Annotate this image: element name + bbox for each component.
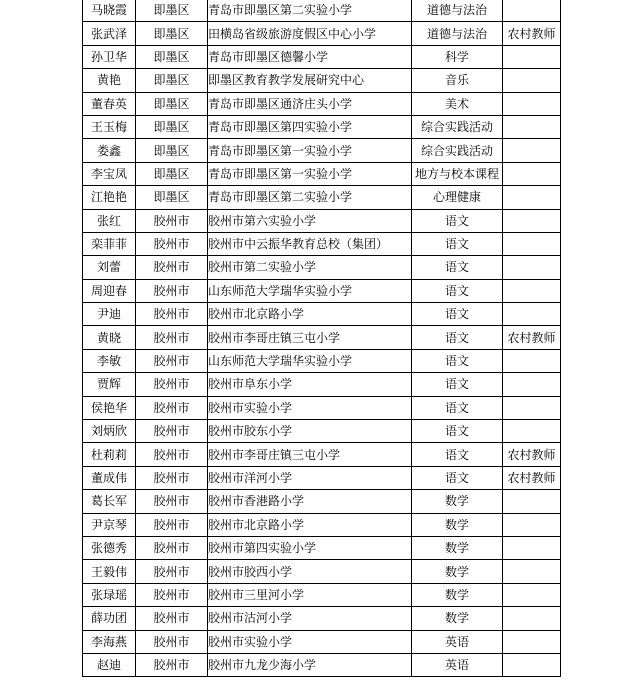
school-cell: 胶州市阜东小学 bbox=[208, 373, 412, 396]
teacher-name-cell: 张琭瑶 bbox=[83, 583, 136, 606]
table-row bbox=[83, 92, 561, 115]
note-cell bbox=[503, 583, 561, 606]
note-cell bbox=[503, 490, 561, 513]
subject-cell: 科学 bbox=[412, 45, 503, 68]
note-cell bbox=[503, 420, 561, 443]
table-row bbox=[83, 583, 561, 606]
teacher-name-cell: 王玉梅 bbox=[83, 115, 136, 138]
note-cell bbox=[503, 396, 561, 419]
subject-cell: 数学 bbox=[412, 560, 503, 583]
table-row bbox=[83, 326, 561, 349]
note-cell: 农村教师 bbox=[503, 326, 561, 349]
district-cell: 胶州市 bbox=[136, 466, 208, 489]
district-cell: 即墨区 bbox=[136, 139, 208, 162]
school-cell: 青岛市即墨区第一实验小学 bbox=[208, 162, 412, 185]
school-cell: 青岛市即墨区第四实验小学 bbox=[208, 115, 412, 138]
school-cell: 胶州市三里河小学 bbox=[208, 583, 412, 606]
district-cell: 即墨区 bbox=[136, 115, 208, 138]
subject-cell: 语文 bbox=[412, 326, 503, 349]
district-cell: 胶州市 bbox=[136, 279, 208, 302]
subject-cell: 语文 bbox=[412, 256, 503, 279]
table-row bbox=[83, 466, 561, 489]
table-row bbox=[83, 490, 561, 513]
school-cell: 胶州市第四实验小学 bbox=[208, 536, 412, 559]
note-cell bbox=[503, 139, 561, 162]
table-row bbox=[83, 420, 561, 443]
subject-cell: 语文 bbox=[412, 373, 503, 396]
school-cell: 胶州市洋河小学 bbox=[208, 466, 412, 489]
school-cell: 胶州市实验小学 bbox=[208, 630, 412, 653]
note-cell: 农村教师 bbox=[503, 466, 561, 489]
district-cell: 胶州市 bbox=[136, 536, 208, 559]
note-cell: 农村教师 bbox=[503, 443, 561, 466]
table-row bbox=[83, 209, 561, 232]
subject-cell: 语文 bbox=[412, 303, 503, 326]
district-cell: 胶州市 bbox=[136, 560, 208, 583]
note-cell bbox=[503, 256, 561, 279]
school-cell: 胶州市第六实验小学 bbox=[208, 209, 412, 232]
table-row bbox=[83, 373, 561, 396]
teacher-name-cell: 周迎春 bbox=[83, 279, 136, 302]
teacher-name-cell: 赵迪 bbox=[83, 653, 136, 676]
school-cell: 青岛市即墨区第一实验小学 bbox=[208, 139, 412, 162]
subject-cell: 语文 bbox=[412, 232, 503, 255]
school-cell: 山东师范大学瑞华实验小学 bbox=[208, 279, 412, 302]
teacher-name-cell: 孙卫华 bbox=[83, 45, 136, 68]
table-row bbox=[83, 653, 561, 676]
subject-cell: 综合实践活动 bbox=[412, 139, 503, 162]
teacher-name-cell: 薛功团 bbox=[83, 607, 136, 630]
subject-cell: 数学 bbox=[412, 583, 503, 606]
table-row bbox=[83, 443, 561, 466]
district-cell: 胶州市 bbox=[136, 396, 208, 419]
note-cell bbox=[503, 630, 561, 653]
district-cell: 胶州市 bbox=[136, 209, 208, 232]
subject-cell: 音乐 bbox=[412, 69, 503, 92]
district-cell: 胶州市 bbox=[136, 653, 208, 676]
school-cell: 田横岛省级旅游度假区中心小学 bbox=[208, 22, 412, 45]
note-cell bbox=[503, 279, 561, 302]
subject-cell: 美术 bbox=[412, 92, 503, 115]
school-cell: 胶州市北京路小学 bbox=[208, 303, 412, 326]
subject-cell: 语文 bbox=[412, 209, 503, 232]
note-cell bbox=[503, 232, 561, 255]
teacher-name-cell: 杜莉莉 bbox=[83, 443, 136, 466]
school-cell: 胶州市李哥庄镇三屯小学 bbox=[208, 326, 412, 349]
subject-cell: 数学 bbox=[412, 513, 503, 536]
note-cell bbox=[503, 115, 561, 138]
teacher-name-cell: 张武泽 bbox=[83, 22, 136, 45]
district-cell: 即墨区 bbox=[136, 0, 208, 22]
subject-cell: 英语 bbox=[412, 653, 503, 676]
table-row bbox=[83, 45, 561, 68]
note-cell bbox=[503, 209, 561, 232]
teacher-name-cell: 江艳艳 bbox=[83, 186, 136, 209]
subject-cell: 语文 bbox=[412, 279, 503, 302]
subject-cell: 数学 bbox=[412, 536, 503, 559]
school-cell: 胶州市香港路小学 bbox=[208, 490, 412, 513]
note-cell bbox=[503, 69, 561, 92]
table-row bbox=[83, 536, 561, 559]
subject-cell: 语文 bbox=[412, 420, 503, 443]
subject-cell: 语文 bbox=[412, 349, 503, 372]
table-row bbox=[83, 279, 561, 302]
school-cell: 即墨区教育教学发展研究中心 bbox=[208, 69, 412, 92]
district-cell: 胶州市 bbox=[136, 513, 208, 536]
school-cell: 胶州市实验小学 bbox=[208, 396, 412, 419]
teacher-name-cell: 葛长军 bbox=[83, 490, 136, 513]
subject-cell: 道德与法治 bbox=[412, 22, 503, 45]
district-cell: 胶州市 bbox=[136, 443, 208, 466]
table-row bbox=[83, 560, 561, 583]
table-row bbox=[83, 349, 561, 372]
school-cell: 胶州市九龙少海小学 bbox=[208, 653, 412, 676]
table-row bbox=[83, 232, 561, 255]
table-row bbox=[83, 139, 561, 162]
note-cell bbox=[503, 373, 561, 396]
table-row bbox=[83, 396, 561, 419]
teacher-name-cell: 李海燕 bbox=[83, 630, 136, 653]
subject-cell: 综合实践活动 bbox=[412, 115, 503, 138]
school-cell: 胶州市胶西小学 bbox=[208, 560, 412, 583]
table-row bbox=[83, 303, 561, 326]
note-cell bbox=[503, 349, 561, 372]
school-cell: 青岛市即墨区第二实验小学 bbox=[208, 186, 412, 209]
district-cell: 胶州市 bbox=[136, 326, 208, 349]
subject-cell: 心理健康 bbox=[412, 186, 503, 209]
district-cell: 胶州市 bbox=[136, 232, 208, 255]
teacher-name-cell: 王毅伟 bbox=[83, 560, 136, 583]
district-cell: 胶州市 bbox=[136, 583, 208, 606]
table-row bbox=[83, 513, 561, 536]
teacher-name-cell: 刘蕾 bbox=[83, 256, 136, 279]
teacher-name-cell: 李宝凤 bbox=[83, 162, 136, 185]
teacher-name-cell: 黄晓 bbox=[83, 326, 136, 349]
district-cell: 胶州市 bbox=[136, 490, 208, 513]
roster-body bbox=[83, 0, 561, 677]
table-row bbox=[83, 186, 561, 209]
subject-cell: 道德与法治 bbox=[412, 0, 503, 22]
district-cell: 即墨区 bbox=[136, 22, 208, 45]
teacher-name-cell: 张德秀 bbox=[83, 536, 136, 559]
district-cell: 即墨区 bbox=[136, 45, 208, 68]
teacher-name-cell: 董春英 bbox=[83, 92, 136, 115]
note-cell bbox=[503, 45, 561, 68]
table-row bbox=[83, 256, 561, 279]
table-row bbox=[83, 0, 561, 22]
district-cell: 胶州市 bbox=[136, 256, 208, 279]
table-row bbox=[83, 630, 561, 653]
teacher-name-cell: 马晓霞 bbox=[83, 0, 136, 22]
roster-sheet bbox=[82, 0, 561, 677]
school-cell: 胶州市胶东小学 bbox=[208, 420, 412, 443]
school-cell: 胶州市中云振华教育总校（集团） bbox=[208, 232, 412, 255]
note-cell bbox=[503, 92, 561, 115]
note-cell bbox=[503, 653, 561, 676]
note-cell bbox=[503, 162, 561, 185]
note-cell: 农村教师 bbox=[503, 22, 561, 45]
teacher-name-cell: 娄鑫 bbox=[83, 139, 136, 162]
school-cell: 青岛市即墨区通济庄头小学 bbox=[208, 92, 412, 115]
table-row bbox=[83, 22, 561, 45]
teacher-name-cell: 黄艳 bbox=[83, 69, 136, 92]
table-row bbox=[83, 69, 561, 92]
subject-cell: 地方与校本课程 bbox=[412, 162, 503, 185]
subject-cell: 语文 bbox=[412, 396, 503, 419]
district-cell: 胶州市 bbox=[136, 607, 208, 630]
school-cell: 胶州市李哥庄镇三屯小学 bbox=[208, 443, 412, 466]
district-cell: 胶州市 bbox=[136, 373, 208, 396]
subject-cell: 数学 bbox=[412, 490, 503, 513]
subject-cell: 数学 bbox=[412, 607, 503, 630]
school-cell: 胶州市北京路小学 bbox=[208, 513, 412, 536]
district-cell: 胶州市 bbox=[136, 349, 208, 372]
note-cell bbox=[503, 186, 561, 209]
teacher-name-cell: 董成伟 bbox=[83, 466, 136, 489]
district-cell: 胶州市 bbox=[136, 303, 208, 326]
table-row bbox=[83, 607, 561, 630]
school-cell: 山东师范大学瑞华实验小学 bbox=[208, 349, 412, 372]
school-cell: 青岛市即墨区德馨小学 bbox=[208, 45, 412, 68]
subject-cell: 英语 bbox=[412, 630, 503, 653]
teacher-name-cell: 尹迪 bbox=[83, 303, 136, 326]
school-cell: 胶州市沽河小学 bbox=[208, 607, 412, 630]
note-cell bbox=[503, 536, 561, 559]
teacher-name-cell: 尹京琴 bbox=[83, 513, 136, 536]
note-cell bbox=[503, 0, 561, 22]
note-cell bbox=[503, 303, 561, 326]
teacher-name-cell: 刘炳欣 bbox=[83, 420, 136, 443]
district-cell: 胶州市 bbox=[136, 630, 208, 653]
table-row bbox=[83, 115, 561, 138]
teacher-name-cell: 李敏 bbox=[83, 349, 136, 372]
subject-cell: 语文 bbox=[412, 443, 503, 466]
school-cell: 胶州市第二实验小学 bbox=[208, 256, 412, 279]
teacher-name-cell: 侯艳华 bbox=[83, 396, 136, 419]
district-cell: 即墨区 bbox=[136, 69, 208, 92]
district-cell: 即墨区 bbox=[136, 186, 208, 209]
teacher-name-cell: 张红 bbox=[83, 209, 136, 232]
note-cell bbox=[503, 560, 561, 583]
teacher-name-cell: 栾菲菲 bbox=[83, 232, 136, 255]
teacher-roster-table bbox=[82, 0, 561, 677]
subject-cell: 语文 bbox=[412, 466, 503, 489]
district-cell: 胶州市 bbox=[136, 420, 208, 443]
note-cell bbox=[503, 607, 561, 630]
school-cell: 青岛市即墨区第二实验小学 bbox=[208, 0, 412, 22]
district-cell: 即墨区 bbox=[136, 92, 208, 115]
table-row bbox=[83, 162, 561, 185]
teacher-name-cell: 贾辉 bbox=[83, 373, 136, 396]
district-cell: 即墨区 bbox=[136, 162, 208, 185]
note-cell bbox=[503, 513, 561, 536]
